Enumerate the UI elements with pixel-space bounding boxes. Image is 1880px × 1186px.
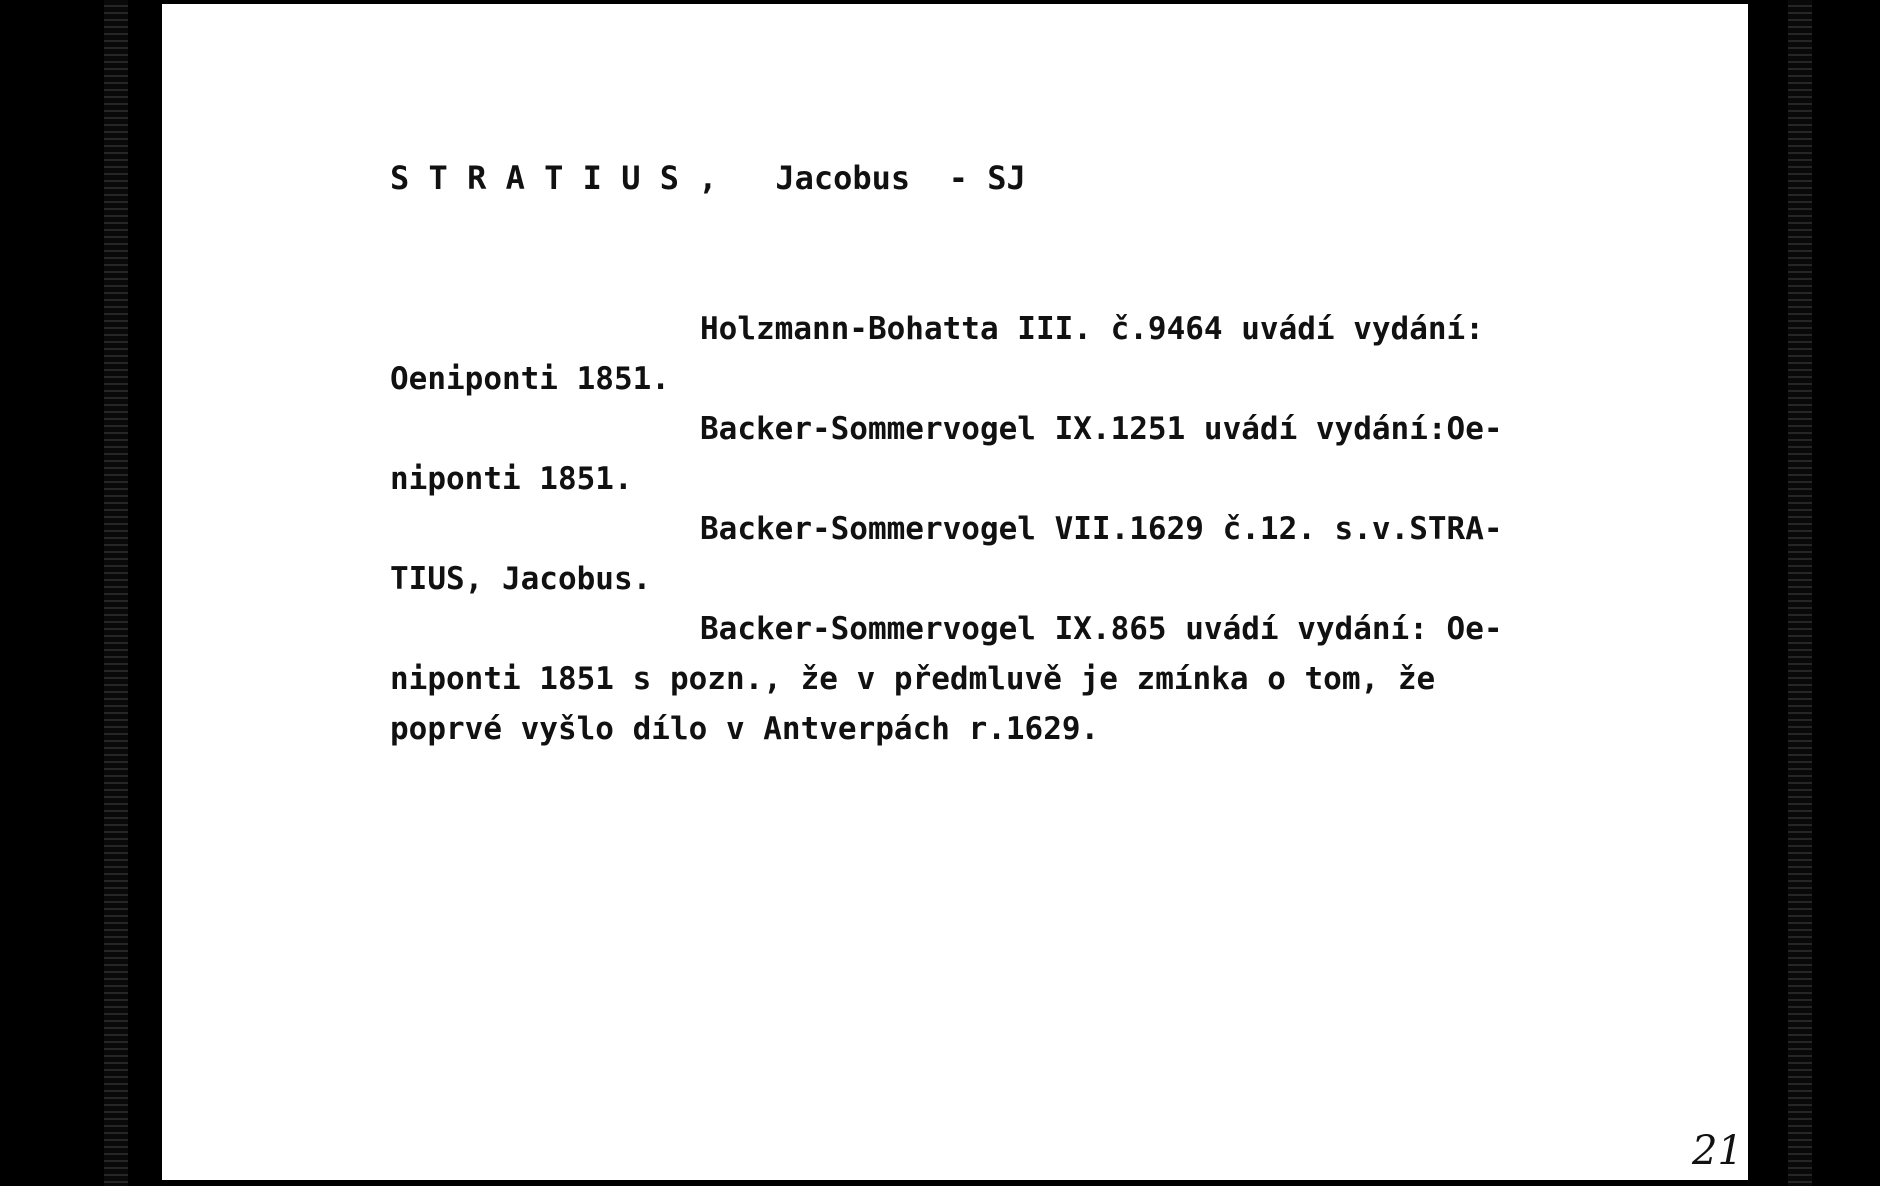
card-line-1: Holzmann-Bohatta III. č.9464 uvádí vydání:: [700, 311, 1484, 347]
card-line-2: Oeniponti 1851.: [390, 361, 670, 397]
card-line-9: poprvé vyšlo dílo v Antverpách r.1629.: [390, 711, 1100, 747]
card-line-3: Backer-Sommervogel IX.1251 uvádí vydání:Oe-: [700, 411, 1503, 447]
card-line-8: niponti 1851 s pozn., že v předmluvě je zmínka o tom, že: [390, 661, 1436, 697]
film-edge-right: [1788, 0, 1812, 1186]
card-heading: S T R A T I U S , Jacobus - SJ: [390, 159, 1026, 197]
card-line-7: Backer-Sommervogel IX.865 uvádí vydání: Oe-: [700, 611, 1503, 647]
card-line-6: TIUS, Jacobus.: [390, 561, 652, 597]
handwritten-mark: 21: [1692, 1128, 1743, 1174]
film-edge-left: [104, 0, 128, 1186]
card-line-4: niponti 1851.: [390, 461, 633, 497]
catalog-card: [162, 4, 1748, 1180]
card-line-5: Backer-Sommervogel VII.1629 č.12. s.v.STRA-: [700, 511, 1503, 547]
